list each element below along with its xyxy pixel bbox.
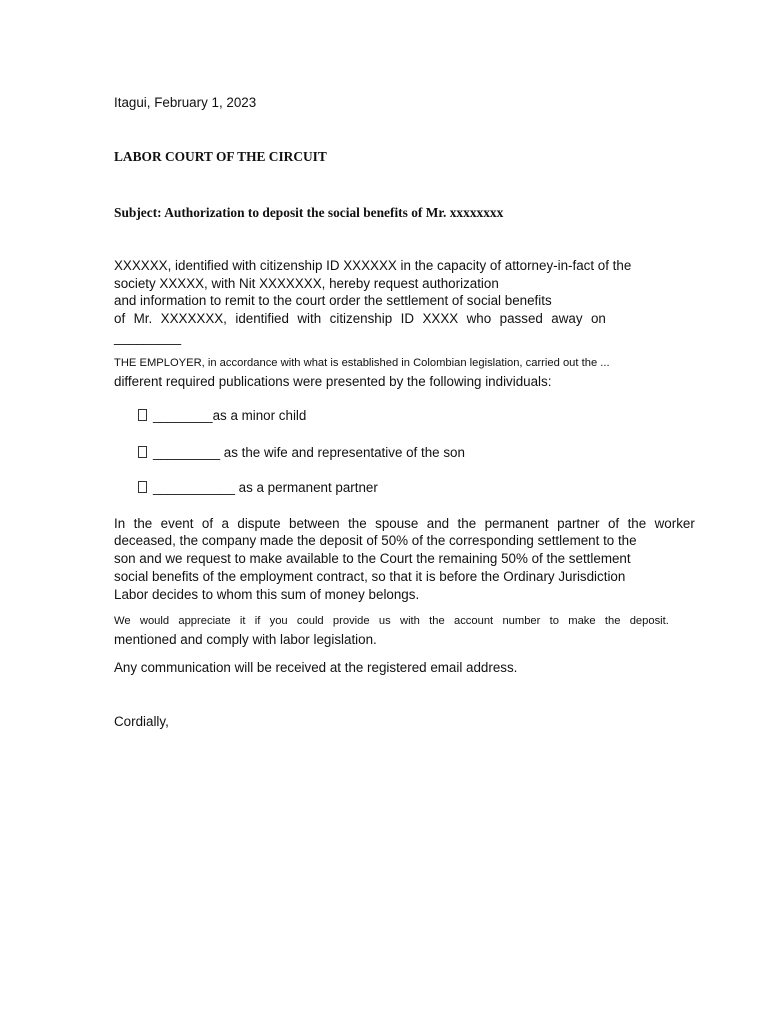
word: event: [160, 516, 194, 531]
word: the: [604, 615, 621, 627]
checkbox-icon: [138, 446, 147, 458]
word: the: [133, 516, 153, 531]
word: to: [549, 615, 559, 627]
bullet-text: ________as a minor child: [153, 408, 307, 423]
para2-line1: THE EMPLOYER, in accordance with what is established in Colombian legislation, carried out the ...: [114, 357, 610, 369]
word: the: [627, 516, 647, 531]
closing: Cordially,: [114, 714, 169, 729]
word: a: [221, 516, 229, 531]
para3-line2: deceased, the company made the deposit of 50% of the corresponding settlement to the: [114, 533, 637, 548]
bullet-item: [138, 479, 378, 497]
word: and: [426, 516, 450, 531]
para4-line1: [114, 612, 669, 630]
word: with: [297, 311, 322, 326]
para1-line3: and information to remit to the court order the settlement of social benefits: [114, 293, 552, 308]
word: XXXXXXX,: [160, 311, 227, 326]
word: could: [296, 615, 324, 627]
word: partner: [557, 516, 600, 531]
bullet-item: [138, 444, 465, 462]
para1-line2: society XXXXX, with Nit XXXXXXX, hereby request authorization: [114, 276, 499, 291]
word: dispute: [237, 516, 281, 531]
para5-line: Any communication will be received at the registered email address.: [114, 660, 518, 675]
word: of: [201, 516, 214, 531]
word: Mr.: [133, 311, 153, 326]
word: deposit.: [629, 615, 669, 627]
word: us: [378, 615, 391, 627]
para3-line5: Labor decides to whom this sum of money belongs.: [114, 587, 420, 602]
word: provide: [332, 615, 370, 627]
word: between: [289, 516, 340, 531]
word: would: [139, 615, 170, 627]
para3-line1: [114, 515, 695, 533]
bullet-text: ___________ as a permanent partner: [153, 480, 378, 495]
bullet-item: [138, 407, 306, 425]
word: permanent: [484, 516, 549, 531]
para1-line1: XXXXXX, identified with citizenship ID XXXXXX in the capacity of attorney-in-fact of the: [114, 258, 632, 273]
word: citizenship: [329, 311, 393, 326]
word: number: [502, 615, 541, 627]
word: with: [399, 615, 420, 627]
para1-line4: [114, 310, 606, 328]
date-line: Itagui, February 1, 2023: [114, 95, 257, 110]
word: it: [239, 615, 246, 627]
word: away: [551, 311, 583, 326]
word: passed: [499, 311, 543, 326]
para4-line2: mentioned and comply with labor legislation.: [114, 632, 377, 647]
para3-line4: social benefits of the employment contract, so that it is before the Ordinary Jurisdiction: [114, 569, 626, 584]
word: you: [269, 615, 288, 627]
recipient-heading: LABOR COURT OF THE CIRCUIT: [114, 149, 327, 164]
word: appreciate: [178, 615, 231, 627]
word: identified: [235, 311, 289, 326]
word: ID: [400, 311, 415, 326]
word: who: [466, 311, 492, 326]
para2-line2: different required publications were presented by the following individuals:: [114, 374, 552, 389]
word: worker: [654, 516, 695, 531]
word: the: [457, 516, 477, 531]
word: XXXX: [422, 311, 459, 326]
word: on: [590, 311, 606, 326]
word: if: [254, 615, 261, 627]
para1-line5: _________: [114, 330, 182, 345]
word: of: [607, 516, 620, 531]
word: the: [429, 615, 445, 627]
checkbox-icon: [138, 409, 147, 421]
word: In: [114, 516, 126, 531]
subject-line: Subject: Authorization to deposit the social benefits of Mr. xxxxxxxx: [114, 205, 504, 220]
word: account: [453, 615, 494, 627]
word: make: [568, 615, 596, 627]
word: spouse: [375, 516, 419, 531]
word: the: [348, 516, 367, 531]
word: of: [114, 311, 126, 326]
checkbox-icon: [138, 481, 147, 493]
bullet-text: _________ as the wife and representative of the son: [153, 445, 465, 460]
para3-line3: son and we request to make available to the Court the remaining 50% of the settlement: [114, 551, 631, 566]
word: We: [114, 615, 131, 627]
